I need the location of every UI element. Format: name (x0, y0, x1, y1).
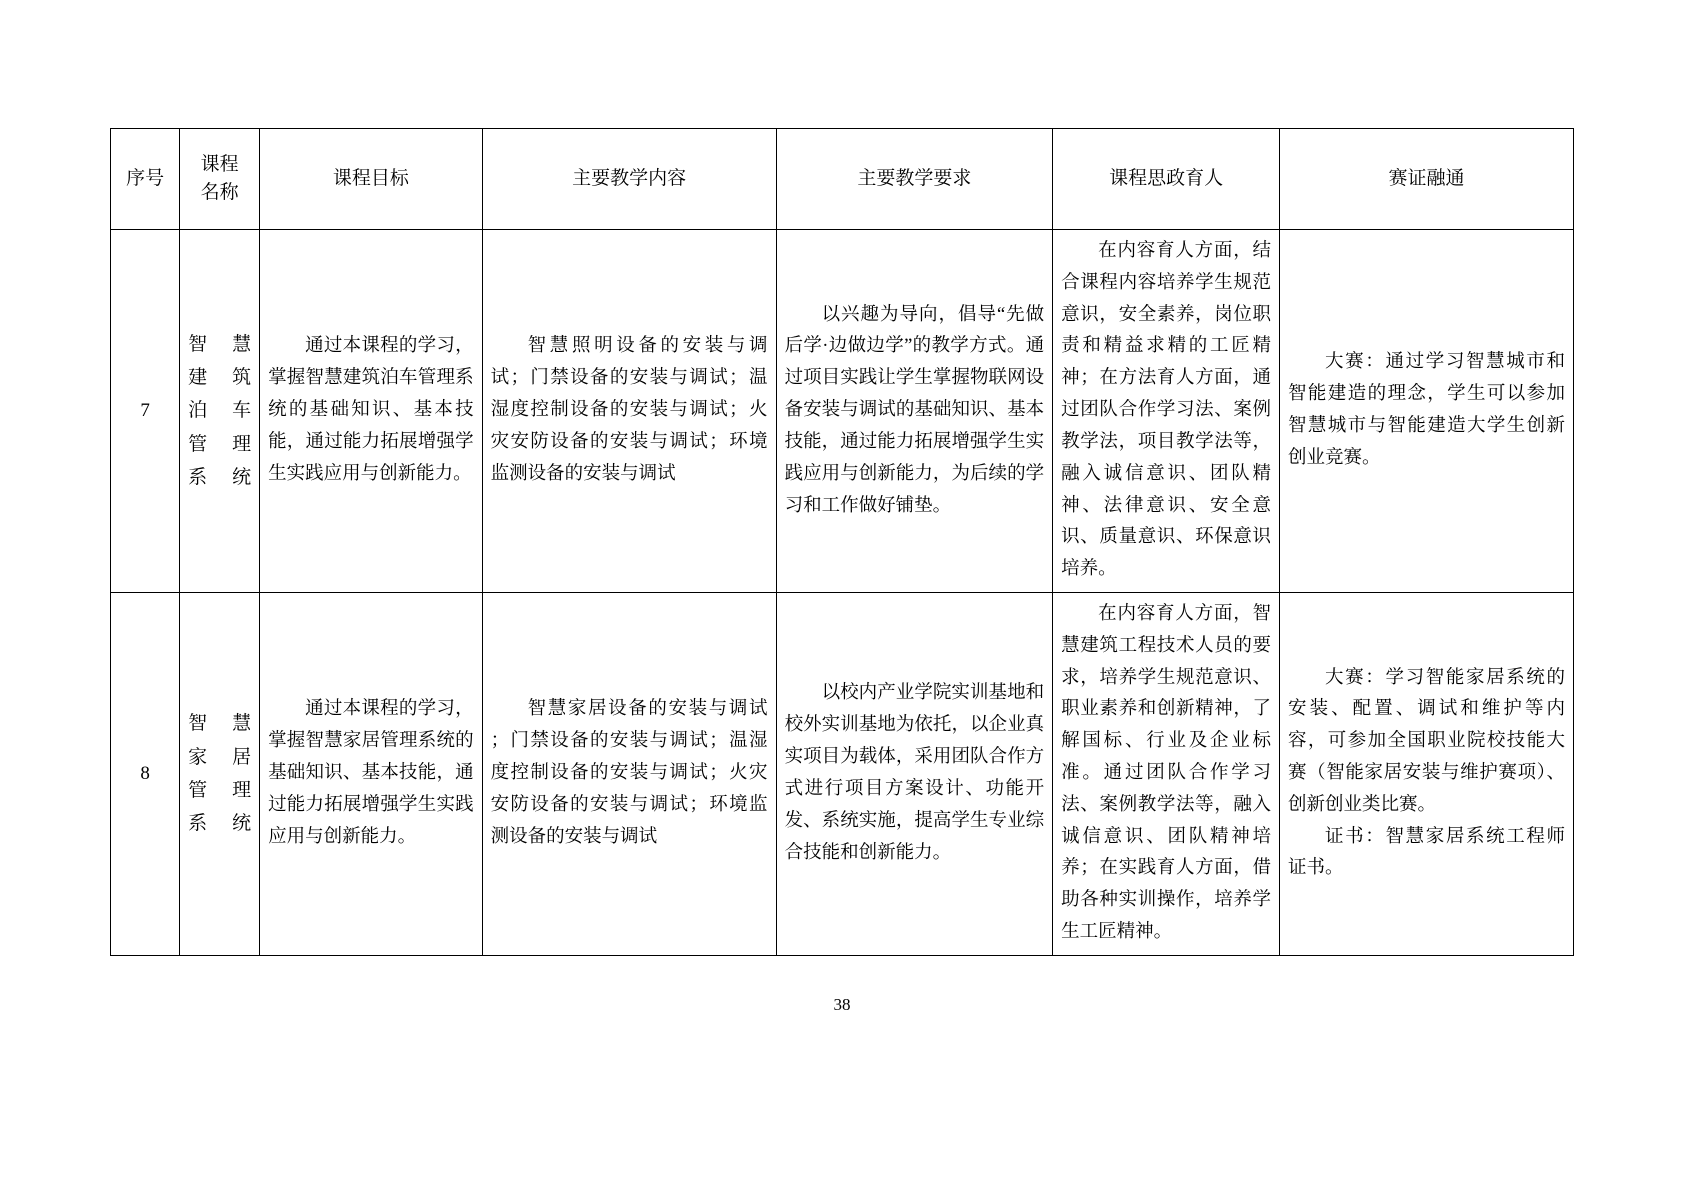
page-number: 38 (833, 995, 851, 1014)
row-seq: 7 (111, 230, 180, 593)
teaching-requirement-text: 以兴趣为导向，倡导“先做后学·边做边学”的教学方式。通过项目实践让学生掌握物联网设备安装与调试的基础知识、基本技能，通过能力拓展增强学生实践应用与创新能力，为后续的学习和工作做好铺垫。 (784, 304, 1045, 516)
course-name-line: 系统 (188, 466, 252, 488)
column-header-course-name (180, 129, 260, 230)
course-name-line: 智 慧 (188, 713, 252, 735)
row-ideology-education (1053, 230, 1280, 593)
course-table (110, 128, 1574, 956)
teaching-content-text: 智慧照明设备的安装与调试；门禁设备的安装与调试；温湿度控制设备的安装与调试；火灾安防设备的安装与调试；环境监测设备的安装与调试 (490, 336, 768, 484)
row-ideology-education (1053, 592, 1280, 955)
course-name-line: 智 慧 (188, 333, 252, 355)
table-header-row (111, 129, 1574, 230)
teaching-content-text: 智慧家居设备的安装与调试 ；门禁设备的安装与调试；温湿度控制设备的安装与调试；火灾安防设备的安装与调试；环境监测设备的安装与调试 (490, 699, 768, 847)
table-row (111, 592, 1574, 955)
row-competition-certificate (1280, 230, 1574, 593)
table-header (111, 129, 1574, 230)
row-teaching-requirement (776, 592, 1053, 955)
course-goal-text: 通过本课程的学习，掌握智慧家居管理系统的基础知识、基本技能，通过能力拓展增强学生实践应用与创新能力。 (268, 699, 474, 847)
row-course-goal (260, 592, 483, 955)
course-name-line: 泊 车 (188, 400, 252, 422)
ideology-education-text: 在内容育人方面，智慧建筑工程技术人员的要求，培养学生规范意识、职业素养和创新精神，了解国标、行业及企业标准。通过团队合作学习法、案例教学法等，融入诚信意识、团队精神培养；在实践育人方面，借助各种实训操作，培养学生工匠精神。 (1061, 603, 1272, 943)
column-header-course-goal: 课程目标 (260, 129, 483, 230)
row-competition-certificate (1280, 592, 1574, 955)
row-teaching-requirement (776, 230, 1053, 593)
certificate-text: 证书：智慧家居系统工程师证书。 (1288, 826, 1565, 879)
column-header-competition-certificate: 赛证融通 (1280, 129, 1574, 230)
row-course-goal (260, 230, 483, 593)
column-header-course-name-line2: 名称 (200, 182, 239, 203)
course-name-line: 管 理 (188, 433, 252, 455)
column-header-seq: 序号 (111, 129, 180, 230)
column-header-teaching-content: 主要教学内容 (482, 129, 776, 230)
column-header-ideology-education: 课程思政育人 (1053, 129, 1280, 230)
course-name-line: 系统 (188, 813, 252, 835)
competition-certificate-text: 大赛：学习智能家居系统的安装、配置、调试和维护等内容，可参加全国职业院校技能大赛（智能家居安装与维护赛项）、创新创业类比赛。 (1288, 667, 1565, 815)
teaching-requirement-text: 以校内产业学院实训基地和校外实训基地为依托，以企业真实项目为载体，采用团队合作方式进行项目方案设计、功能开发、系统实施，提高学生专业综合技能和创新能力。 (784, 683, 1045, 863)
row-course-name (180, 592, 260, 955)
row-teaching-content (482, 592, 776, 955)
table-row (111, 230, 1574, 593)
column-header-course-name-line1: 课程 (200, 153, 239, 175)
row-seq: 8 (111, 592, 180, 955)
course-name-line: 家 居 (188, 746, 252, 768)
course-goal-text: 通过本课程的学习，掌握智慧建筑泊车管理系统的基础知识、基本技能，通过能力拓展增强学生实践应用与创新能力。 (268, 336, 474, 484)
row-teaching-content (482, 230, 776, 593)
course-name-line: 建 筑 (188, 367, 252, 389)
course-name-line: 管 理 (188, 779, 252, 801)
column-header-teaching-requirement: 主要教学要求 (776, 129, 1053, 230)
row-course-name (180, 230, 260, 593)
competition-certificate-text: 大赛：通过学习智慧城市和智能建造的理念，学生可以参加智慧城市与智能建造大学生创新创业竞赛。 (1288, 352, 1565, 468)
ideology-education-text: 在内容育人方面，结合课程内容培养学生规范意识，安全素养，岗位职责和精益求精的工匠精神；在方法育人方面，通过团队合作学习法、案例教学法，项目教学法等，融入诚信意识、团队精神、法律意识、安全意识、质量意识、环保意识培养。 (1061, 241, 1272, 580)
table-body (111, 230, 1574, 956)
